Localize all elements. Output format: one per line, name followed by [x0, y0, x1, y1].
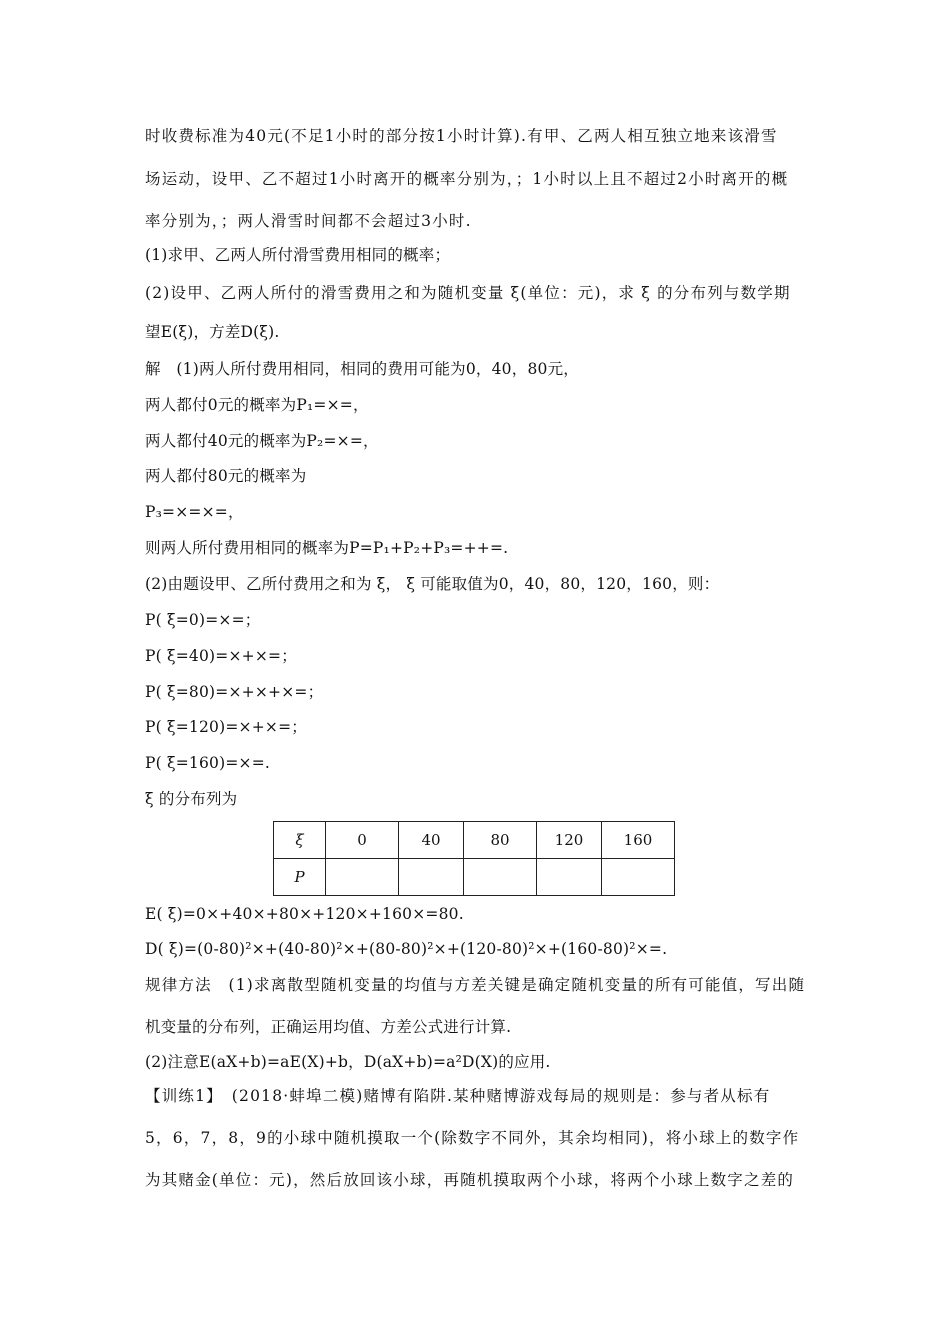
text-line: 机变量的分布列，正确运用均值、方差公式进行计算. — [145, 1018, 512, 1036]
table-cell — [602, 859, 675, 896]
text-line: ξ 的分布列为 — [145, 790, 238, 808]
text-line: D( ξ)=(0-80)²×+(40-80)²×+(80-80)²×+(120-80)²×+(160-80)²×=. — [145, 940, 668, 958]
text-line: P( ξ=160)=×=. — [145, 754, 271, 772]
text-line: 5，6，7，8，9的小球中随机摸取一个(除数字不同外，其余均相同)，将小球上的数字作 — [145, 1129, 800, 1147]
table-cell: P — [274, 859, 326, 896]
text-line: P( ξ=80)=×+×+×=； — [145, 683, 324, 701]
text-line: (1)求甲、乙两人所付滑雪费用相同的概率； — [145, 246, 451, 264]
text-line: 场运动，设甲、乙不超过1小时离开的概率分别为，；1小时以上且不超过2小时离开的概 — [145, 170, 789, 188]
table-header-cell: 40 — [399, 822, 464, 859]
text-line: P( ξ=120)=×+×=； — [145, 718, 307, 736]
table-header-cell: 120 — [537, 822, 602, 859]
table-row — [274, 859, 675, 896]
text-line: 解 (1)两人所付费用相同，相同的费用可能为0，40，80元， — [145, 360, 579, 378]
text-line: 两人都付80元的概率为 — [145, 467, 307, 485]
text-line: 规律方法 (1)求离散型随机变量的均值与方差关键是确定随机变量的所有可能值，写出随 — [145, 976, 806, 994]
table-header-cell: ξ — [274, 822, 326, 859]
table-header-row — [274, 822, 675, 859]
text-line: 时收费标准为40元(不足1小时的部分按1小时计算).有甲、乙两人相互独立地来该滑雪 — [145, 127, 778, 145]
text-line: (2)注意E(aX+b)=aE(X)+b，D(aX+b)=a²D(X)的应用. — [145, 1053, 551, 1071]
text-line: (2)由题设甲、乙所付费用之和为 ξ， ξ 可能取值为0，40，80，120，160，则： — [145, 575, 720, 593]
text-line: 率分别为，；两人滑雪时间都不会超过3小时. — [145, 212, 472, 230]
text-line: P( ξ=0)=×=； — [145, 611, 261, 629]
text-line: 为其赌金(单位：元)，然后放回该小球，再随机摸取两个小球，将两个小球上数字之差的 — [145, 1171, 795, 1189]
table-cell — [326, 859, 399, 896]
table-header-cell: 160 — [602, 822, 675, 859]
text-line: 两人都付0元的概率为P₁=×=， — [145, 396, 369, 414]
table-header-cell: 80 — [464, 822, 537, 859]
text-line: P₃=×=×=， — [145, 503, 244, 521]
text-line: P( ξ=40)=×+×=； — [145, 647, 297, 665]
distribution-table — [273, 821, 675, 896]
text-line: E( ξ)=0×+40×+80×+120×+160×=80. — [145, 905, 464, 923]
text-line: 【训练1】 (2018·蚌埠二模)赌博有陷阱.某种赌博游戏每局的规则是：参与者从标有 — [145, 1087, 771, 1105]
table-header-cell: 0 — [326, 822, 399, 859]
text-line: (2)设甲、乙两人所付的滑雪费用之和为随机变量 ξ(单位：元)，求 ξ 的分布列与数学期 — [145, 284, 791, 302]
text-line: 望E(ξ)，方差D(ξ). — [145, 323, 280, 341]
table-cell — [464, 859, 537, 896]
table-cell — [399, 859, 464, 896]
table-cell — [537, 859, 602, 896]
text-line: 两人都付40元的概率为P₂=×=， — [145, 432, 379, 450]
text-line: 则两人所付费用相同的概率为P=P₁+P₂+P₃=++=. — [145, 539, 509, 557]
